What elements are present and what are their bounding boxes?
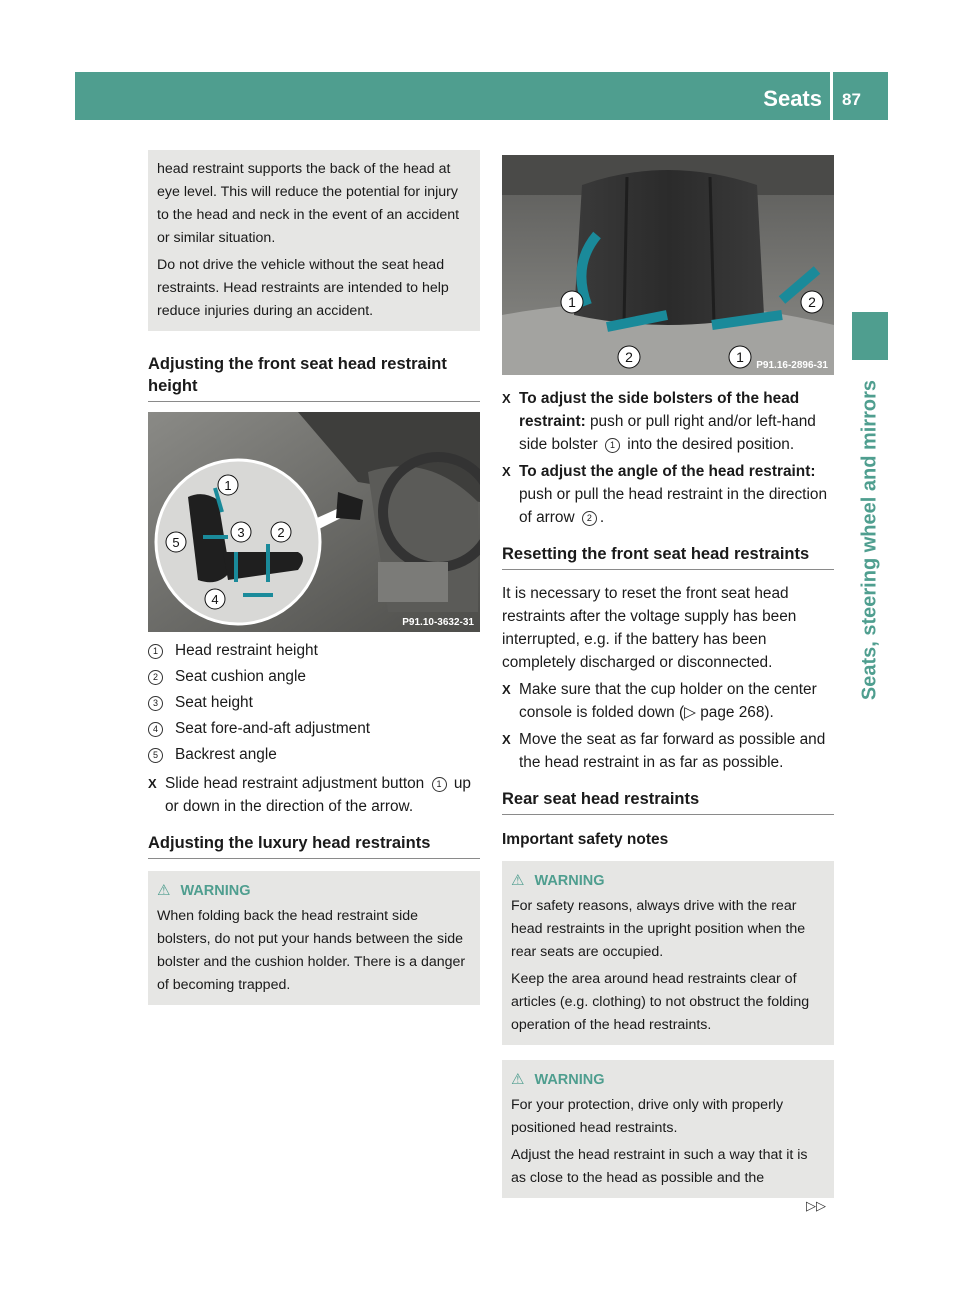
svg-text:5: 5 [172, 535, 180, 550]
callout-number: 1 [148, 644, 163, 659]
step-text-end: . [599, 509, 605, 526]
callout-number: 1 [432, 777, 447, 792]
step-arrow-icon: X [148, 776, 157, 791]
warning-box-luxury [148, 871, 480, 1005]
step-item [502, 678, 834, 724]
step-item [502, 460, 834, 529]
list-item [148, 690, 480, 716]
list-item [148, 716, 480, 742]
svg-text:2: 2 [277, 525, 285, 540]
step-arrow-icon: X [502, 732, 511, 747]
callout-number: 4 [148, 722, 163, 737]
callout-number: 5 [148, 748, 163, 763]
svg-text:2: 2 [625, 349, 633, 365]
warning-title: ⚠ WARNING [157, 882, 251, 899]
list-item [148, 638, 480, 664]
list-item-label: Seat cushion angle [175, 668, 306, 685]
seat-controls-illustration [148, 412, 480, 632]
step-item [148, 772, 480, 818]
list-item-label: Backrest angle [175, 746, 277, 763]
head-restraint-illustration [502, 155, 834, 375]
top-note-p2: Do not drive the vehicle without the seat head restraints. Head restraints are intended to help reduce injuries during an accident. [157, 257, 449, 319]
step-item [502, 387, 834, 456]
step-text: Make sure that the cup holder on the center console is folded down (▷ page 268). [519, 681, 817, 721]
svg-text:3: 3 [237, 525, 245, 540]
step-arrow-icon: X [502, 682, 511, 697]
step-bold-text: To adjust the side bolsters of the head restraint: [519, 390, 800, 430]
svg-text:1: 1 [736, 349, 744, 365]
step-text-end: up or down in the direction of the arrow. [165, 775, 471, 815]
header-title: Seats [763, 86, 822, 111]
heading-luxury: Adjusting the luxury head restraints [148, 832, 480, 859]
step-text: Slide head restraint adjustment button [165, 775, 425, 792]
left-column [148, 150, 480, 1005]
steps-luxury [502, 387, 834, 529]
figure-head-restraint [502, 155, 834, 375]
steps-reset [502, 678, 834, 774]
heading-front-height: Adjusting the front seat head restraint height [148, 353, 480, 402]
svg-text:1: 1 [568, 294, 576, 310]
svg-text:2: 2 [808, 294, 816, 310]
step-text-end: into the desired position. [627, 436, 795, 453]
page-number: 87 [842, 90, 861, 109]
warning-title: ⚠ WARNING [511, 872, 605, 889]
step-text: push or pull right and/or left-hand side bolster [519, 413, 816, 453]
list-item-label: Seat fore-and-aft adjustment [175, 720, 371, 737]
list-item [148, 664, 480, 690]
callout-number: 1 [605, 438, 620, 453]
step-arrow-icon: X [502, 464, 511, 479]
right-column [502, 155, 834, 1198]
warning-title: ⚠ WARNING [511, 1071, 605, 1088]
svg-text:4: 4 [211, 592, 219, 607]
warning-box-rear-2 [502, 1060, 834, 1198]
list-item-label: Head restraint height [175, 642, 318, 659]
callout-number: 3 [148, 696, 163, 711]
warning-text: For your protection, drive only with properly positioned head restraints. [511, 1097, 784, 1136]
top-note-box [148, 150, 480, 331]
warning-text: When folding back the head restraint side bolsters, do not put your hands between the side bolster and the cushion holder. There is a danger of becoming trapped. [157, 908, 466, 993]
list-item-label: Seat height [175, 694, 253, 711]
warning-icon: ⚠ [511, 1071, 525, 1088]
warning-text: Adjust the head restraint in such a way that it is as close to the head as possible and the [511, 1147, 808, 1186]
subheading-safety: Important safety notes [502, 831, 669, 848]
warning-text: Keep the area around head restraints clear of articles (e.g. clothing) to not obstruct the folding operation of the head restraints. [511, 971, 810, 1033]
warning-text: For safety reasons, always drive with the rear head restraints in the upright position when the rear seats are occupied. [511, 898, 806, 960]
heading-reset: Resetting the front seat head restraints [502, 543, 834, 570]
steps-front-height [148, 772, 480, 818]
side-tab-marker [852, 312, 888, 360]
figure-code: P91.16-2896-31 [756, 360, 828, 371]
warning-box-rear-1 [502, 861, 834, 1045]
step-item [502, 728, 834, 774]
reset-intro-text: It is necessary to reset the front seat head restraints after the voltage supply has been interrupted, e.g. if the battery has been completely discharged or disconnected. [502, 585, 797, 671]
warning-icon: ⚠ [157, 882, 171, 899]
top-note-p1: head restraint supports the back of the head at eye level. This will reduce the potential for injury to the head and neck in the event of an accident or similar situation. [157, 161, 460, 246]
reset-intro [502, 582, 834, 674]
callout-number: 2 [582, 511, 597, 526]
step-text: Move the seat as far forward as possible and the head restraint in as far as possible. [519, 731, 826, 771]
warning-icon: ⚠ [511, 872, 525, 889]
legend-list [148, 638, 480, 768]
header-separator [830, 72, 833, 120]
list-item [148, 742, 480, 768]
step-text: push or pull the head restraint in the direction of arrow [519, 486, 828, 526]
continue-marker: ▷▷ [806, 1198, 826, 1213]
heading-rear: Rear seat head restraints [502, 788, 834, 815]
svg-text:1: 1 [224, 478, 232, 493]
step-arrow-icon: X [502, 391, 511, 406]
step-bold-text: To adjust the angle of the head restraint: [519, 463, 816, 480]
figure-seat-controls [148, 412, 480, 632]
figure-code: P91.10-3632-31 [402, 617, 474, 628]
callout-number: 2 [148, 670, 163, 685]
